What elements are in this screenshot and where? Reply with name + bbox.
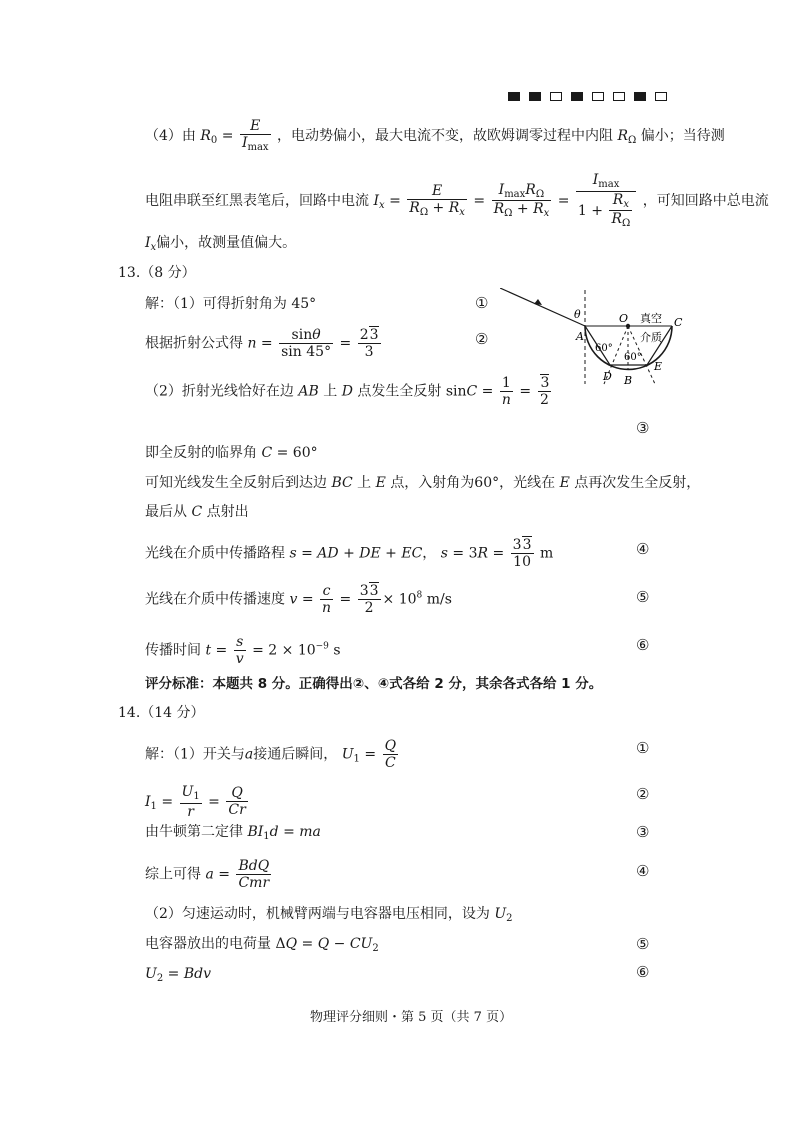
marker-4 xyxy=(571,92,583,101)
marker-7 xyxy=(634,92,646,101)
q13-text: 最后从 xyxy=(145,504,187,520)
label-o: O xyxy=(619,312,629,325)
page-footer: 物理评分细则・第 5 页（共 7 页） xyxy=(310,1010,513,1025)
q14-mark-2: ② xyxy=(636,785,650,803)
q13-number: 13.（8 分） xyxy=(118,265,196,281)
marker-2 xyxy=(529,92,541,101)
q13-text: 点射出 xyxy=(206,504,249,520)
q13-mark-2: ② xyxy=(475,330,489,348)
q13-line-9: 传播时间 t = $\frac{s}{v}$ = $2 \times 10^{-9}$ s xyxy=(145,634,341,668)
label-b: B xyxy=(624,374,633,387)
q14-line-4: 综上可得 a = $\frac{\text{BdQ}}{\text{Cmr}}$ xyxy=(145,858,270,892)
q14-mark-3: ③ xyxy=(636,823,650,841)
q12-line-2: 电阻串联至红黑表笔后，回路中电流 $I_x$ = $\frac{E}{R_\Omega + R_x}$ = $\frac{I_{max}R_\Omega}{R_\Omega + R_x}$ = $I_{max}$ 1 + $\frac{R_x}{R_\Omega}$ ，可知回路中总电流 xyxy=(145,172,769,229)
page-markers xyxy=(508,90,676,104)
q14-text: 电容器放出的电荷量 xyxy=(145,936,271,952)
q12-text: （4）由 xyxy=(145,127,196,144)
q13-scoring: 评分标准：本题共 8 分。正确得出②、④式各给 2 分，其余各式各给 1 分。 xyxy=(145,676,603,692)
q13-text: 即全反射的临界角 xyxy=(145,445,257,461)
q13-line-6: 最后从 C 点射出 xyxy=(145,504,249,520)
marker-1 xyxy=(508,92,520,101)
q14-mark-4: ④ xyxy=(636,862,650,880)
q12-line-3: $I_x$偏小，故测量值偏大。 xyxy=(145,235,297,253)
q14-mark-6: ⑥ xyxy=(636,963,650,981)
q14-line-3: 由牛顿第二定律 $BI_1d$ = ma xyxy=(145,824,321,842)
label-a: A xyxy=(576,330,584,343)
q13-text: （2）折射光线恰好在边 xyxy=(145,383,294,400)
q12-text: 电阻串联至红黑表笔后，回路中电流 xyxy=(145,192,369,209)
q14-text: （2）匀速运动时，机械臂两端与电容器电压相同，设为 xyxy=(145,906,490,922)
label-theta: θ xyxy=(574,308,581,321)
q13-line-4: 即全反射的临界角 C = 60° xyxy=(145,445,318,461)
q12-text: ，电动势偏小，最大电流不变，故欧姆调零过程中内阻 xyxy=(277,127,614,144)
q13-mark-4: ④ xyxy=(636,540,650,558)
q13-line-8: 光线在介质中传播速度 v = $\frac{c}{n}$ = $\frac{33}{2}$ × $10^8$ m/s xyxy=(145,583,452,617)
q12-text: ，可知回路中总电流 xyxy=(642,192,769,209)
marker-6 xyxy=(613,92,625,101)
formula-r0: $\frac{E}{I_{max}}$ xyxy=(241,118,269,154)
marker-8 xyxy=(655,92,667,101)
q13-line-5: 可知光线发生全反射后到达边 BC 上 E 点，入射角为60°，光线在 E 点再次发生全反射， xyxy=(145,475,701,491)
q13-mark-5: ⑤ xyxy=(636,588,650,606)
label-c: C xyxy=(674,316,683,329)
q14-line-7: $U_2$ = Bdv xyxy=(145,966,211,984)
label-angle-1: 60° xyxy=(595,343,613,354)
q14-text: 综上可得 xyxy=(145,866,201,883)
q12-line-1: （4）由 $R_0$ = $\frac{E}{I_{max}}$ ，电动势偏小，最大电流不变，故欧姆调零过程中内阻 $R_\Omega$ 偏小；当待测 xyxy=(145,118,725,154)
q14-mark-5: ⑤ xyxy=(636,935,650,953)
q12-text: 偏小，故测量值偏大。 xyxy=(156,235,297,251)
q13-text: 根据折射公式得 xyxy=(145,335,243,352)
label-medium: 介质 xyxy=(640,331,662,344)
q13-text: 光线在介质中传播速度 xyxy=(145,591,285,608)
q14-line-2: $I_1$ = $\frac{U_1}{r}$ = $\frac{Q}{Cr}$ xyxy=(145,784,246,820)
q14-mark-1: ① xyxy=(636,739,650,757)
marker-3 xyxy=(550,92,562,101)
q13-line-7: 光线在介质中传播路程 s = AD + DE + EC， s = 3R = $\frac{33}{10}$ m xyxy=(145,537,554,571)
q14-line-5: （2）匀速运动时，机械臂两端与电容器电压相同，设为 $U_2$ xyxy=(145,906,513,924)
q14-text: 解：（1）开关与 xyxy=(145,746,245,763)
q13-mark-1: ① xyxy=(475,294,489,312)
q13-line-2: 根据折射公式得 n = $\frac{\sin\theta}{\sin 45^\circ}$ = $\frac{23}{3}$ xyxy=(145,327,379,361)
q14-text: 由牛顿第二定律 xyxy=(145,824,243,840)
label-angle-2: 60° xyxy=(624,352,642,363)
incident-ray xyxy=(500,288,585,326)
q13-text: 光线在介质中传播路程 xyxy=(145,545,285,562)
label-vacuum: 真空 xyxy=(640,312,662,325)
q14-line-1: 解：（1）开关与a接通后瞬间， $U_1$ = $\frac{Q}{C}$ xyxy=(145,738,397,772)
label-d: D xyxy=(603,370,612,383)
q14-text: 接通后瞬间， xyxy=(253,746,338,763)
ray-arrow xyxy=(534,299,542,305)
q13-text: 上 xyxy=(357,475,372,491)
q13-line-1: 解：（1）可得折射角为 45° xyxy=(145,296,317,312)
optics-diagram xyxy=(500,288,690,388)
q13-text: 点，入射角为60°，光线在 xyxy=(390,475,556,491)
q14-line-6: 电容器放出的电荷量 $\Delta Q = Q - CU_2$ xyxy=(145,936,379,954)
q12-text: 偏小；当待测 xyxy=(640,127,725,144)
q13-text: 上 xyxy=(323,383,338,400)
q13-mark-3: ③ xyxy=(636,419,650,437)
q13-line-3: （2）折射光线恰好在边 AB 上 D 点发生全反射 sinC = $\frac{1}{n}$ = $\frac{3}{2}$ xyxy=(145,375,550,409)
q13-text: 可知光线发生全反射后到达边 xyxy=(145,475,327,491)
q13-text: 点发生全反射 xyxy=(357,383,442,400)
q13-mark-6: ⑥ xyxy=(636,636,650,654)
label-e: E xyxy=(654,360,663,373)
q14-number: 14.（14 分） xyxy=(118,705,205,721)
q13-text: 点再次发生全反射， xyxy=(574,475,701,491)
marker-5 xyxy=(592,92,604,101)
q13-text: 传播时间 xyxy=(145,642,201,659)
